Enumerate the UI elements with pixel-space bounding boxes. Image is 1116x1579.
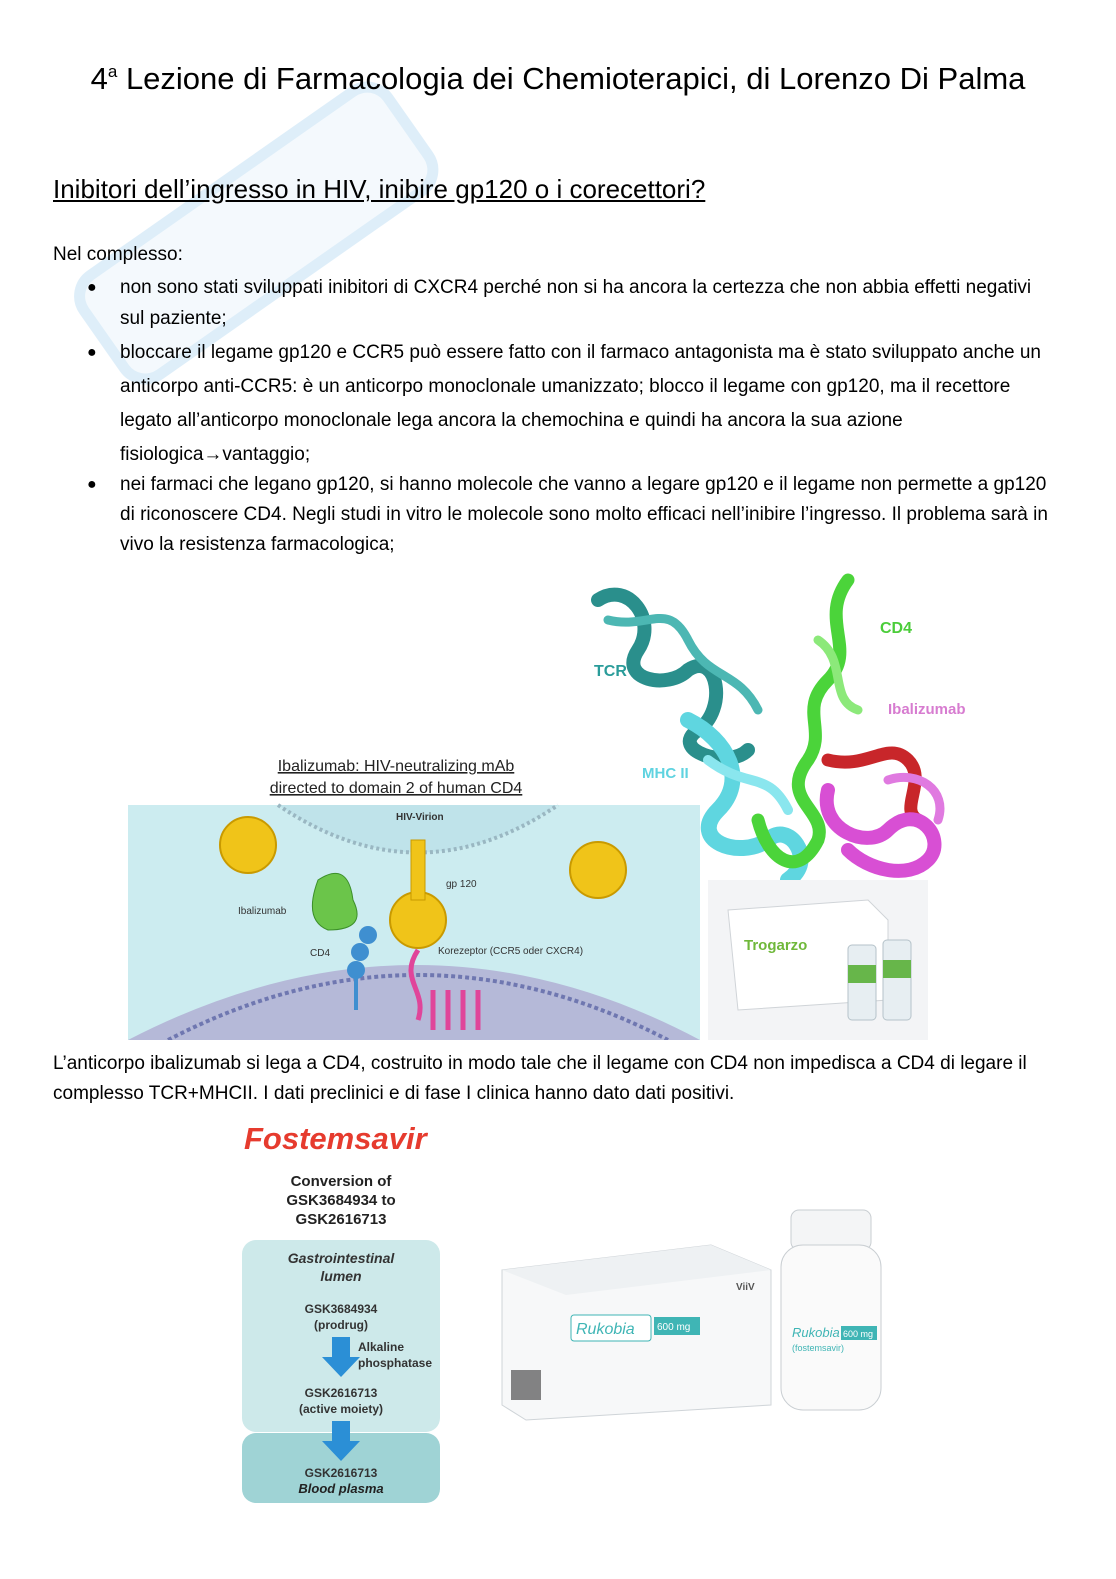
figure1-caption-line2: directed to domain 2 of human CD4	[269, 780, 523, 797]
page-title: 4$^a$ Lezione di Farmacologia dei Chemioterapici, di Lorenzo Di Palma	[90, 61, 1026, 96]
ibalizumab-figure	[128, 560, 978, 1040]
figure1-caption-line1: Ibalizumab: HIV-neutralizing mAb	[277, 758, 515, 775]
conversion-line2: GSK3684934 to	[286, 1192, 396, 1209]
intro-text: Nel complesso:	[53, 244, 183, 265]
label-cd4: CD4	[880, 620, 913, 637]
bottle-brand: Rukobia	[792, 1325, 840, 1340]
label-mhc: MHC II	[642, 765, 689, 782]
viiv-logo: ViiV	[736, 1282, 755, 1293]
trogarzo-product-image	[708, 880, 928, 1040]
gi-heading-line2: lumen	[320, 1268, 362, 1284]
bottle-dose: 600 mg	[843, 1329, 874, 1339]
label-tcr: TCR	[594, 663, 627, 680]
enzyme-line2: phosphatase	[358, 1356, 433, 1370]
rukobia-product-image	[502, 1210, 881, 1420]
label-ibalizumab: Ibalizumab	[888, 701, 966, 718]
fostemsavir-figure	[236, 1115, 896, 1510]
section-heading: Inibitori dell’ingresso in HIV, inibire gp120 o i corecettori?	[53, 174, 706, 204]
diagram-label-ibalizumab: Ibalizumab	[238, 906, 287, 917]
product-name: Trogarzo	[744, 937, 808, 954]
bullet-item: ● nei farmaci che legano gp120, si hanno molecole che vanno a legare gp120 e il legame non permette a gp120 di riconoscere CD4. Negli studi in vitro le molecole sono molto efficaci nell’inibire l’ingresso. Il problema sarà in vivo la resistenza farmacologica;	[120, 470, 1060, 560]
rukobia-dose: 600 mg	[657, 1322, 691, 1333]
diagram-label-cd4: CD4	[310, 948, 331, 959]
step3-line1: GSK2616713	[304, 1466, 378, 1480]
bottle-brand-sub: (fostemsavir)	[792, 1343, 845, 1353]
conversion-line3: GSK2616713	[295, 1211, 387, 1228]
enzyme-line1: Alkaline	[358, 1340, 405, 1354]
fostemsavir-title: Fostemsavir	[244, 1121, 427, 1156]
conversion-line1: Conversion of	[290, 1173, 392, 1190]
step1-line2: (prodrug)	[314, 1318, 368, 1332]
bullet-icon: ●	[87, 279, 97, 296]
step2-line1: GSK2616713	[304, 1386, 378, 1400]
ibalizumab-mechanism-diagram	[128, 805, 700, 1040]
bullet-item: ● bloccare il legame gp120 e CCR5 può essere fatto con il farmaco antagonista ma è stato sviluppato anche un anticorpo anti-CCR5: è un anticorpo monoclonale umanizzato; blocco il legame con gp120, ma il recettore legato all’anticorpo monoclonale lega ancora la chemochina e quindi ha ancora la sua azione fisiologica→vantaggio;	[120, 336, 1060, 472]
rukobia-brand: Rukobia	[576, 1321, 635, 1338]
diagram-label-korezeptor: Korezeptor (CCR5 oder CXCR4)	[438, 946, 584, 957]
diagram-label-gp120: gp 120	[446, 879, 477, 890]
step3-line2: Blood plasma	[298, 1481, 384, 1496]
ibalizumab-paragraph: L’anticorpo ibalizumab si lega a CD4, costruito in modo tale che il legame con CD4 non impedisca a CD4 di legare il complesso TCR+MHCII. I dati preclinici e di fase I clinica hanno dato dati positivi.	[53, 1053, 1027, 1104]
bullet-icon: ●	[87, 344, 97, 361]
step1-line1: GSK3684934	[304, 1302, 378, 1316]
bullet-icon: ●	[87, 476, 97, 493]
bullet-item: ● non sono stati sviluppati inibitori di CXCR4 perché non si ha ancora la certezza che non abbia effetti negativi sul paziente;	[120, 272, 1060, 334]
gi-heading-line1: Gastrointestinal	[287, 1250, 395, 1266]
diagram-label-virion: HIV-Virion	[396, 812, 444, 823]
step2-line2: (active moiety)	[298, 1402, 384, 1416]
